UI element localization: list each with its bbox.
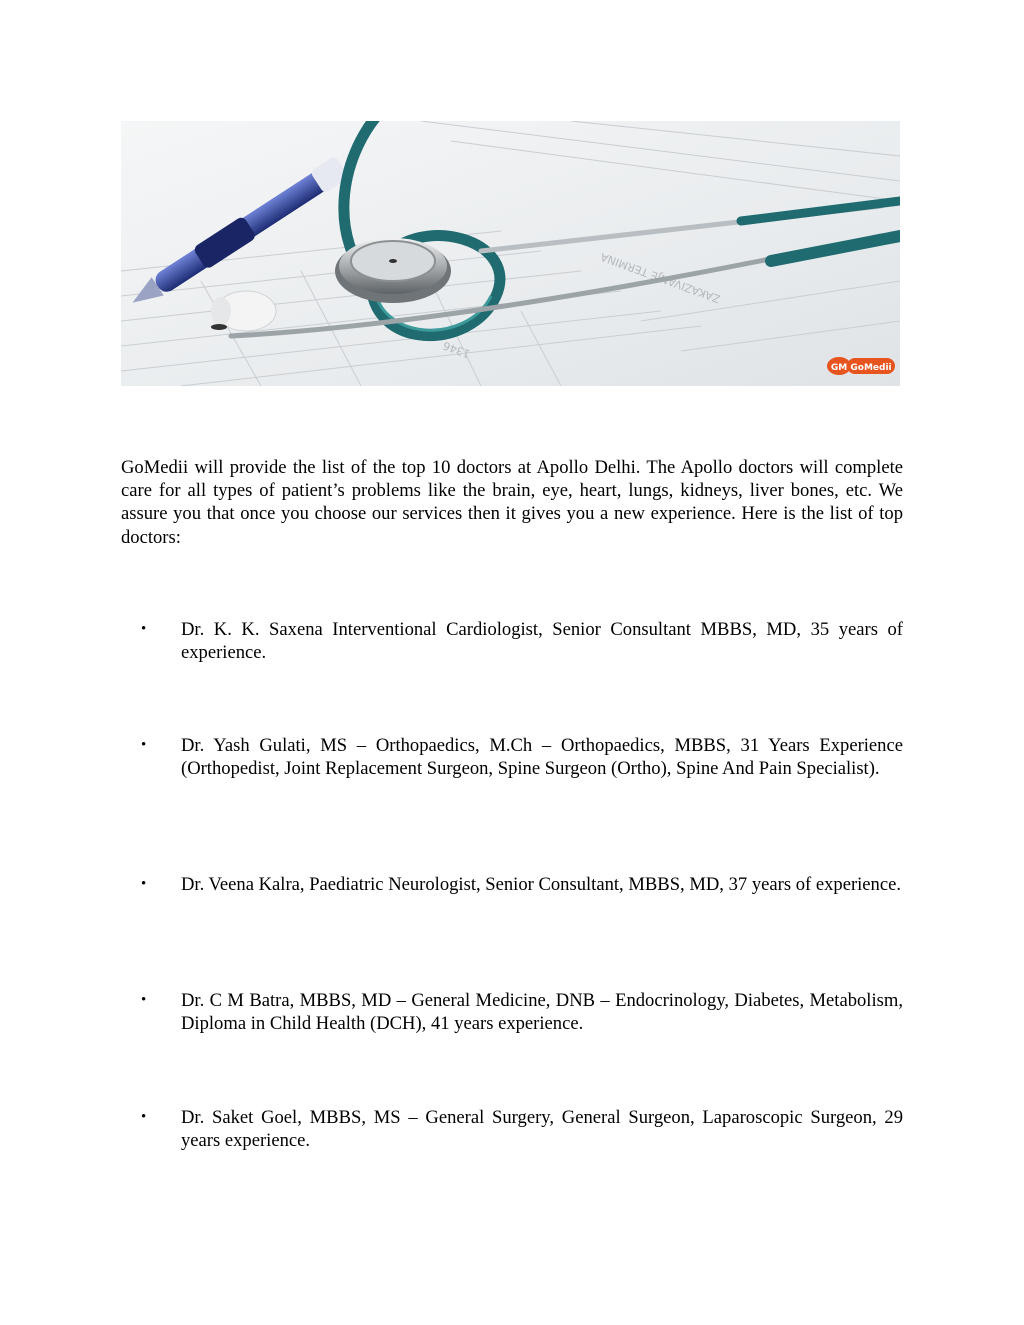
list-item	[141, 873, 903, 896]
doctor-entry-text: Dr. Veena Kalra, Paediatric Neurologist, Senior Consultant, MBBS, MD, 37 years of experience.	[181, 874, 902, 895]
doctor-entry-text: Dr. C M Batra, MBBS, MD – General Medicine, DNB – Endocrinology, Diabetes, Metabolism, Diploma in Child Health (DCH), 41 years experience.	[181, 990, 903, 1035]
hero-image	[121, 121, 900, 386]
list-item	[141, 989, 903, 1035]
bullet: •	[141, 876, 147, 892]
list-item	[141, 618, 903, 664]
stethoscope-illustration	[121, 121, 900, 386]
list-item	[141, 1106, 903, 1152]
svg-text:1346: 1346	[441, 338, 473, 361]
logo-brand-text: GoMedii	[850, 363, 892, 373]
bullet: •	[141, 992, 147, 1008]
doctor-entry-text: Dr. Saket Goel, MBBS, MS – General Surgery, General Surgeon, Laparoscopic Surgeon, 29 years experience.	[181, 1107, 903, 1152]
list-item	[141, 734, 903, 780]
logo-badge-text: GM	[830, 363, 848, 373]
doctor-entry-text: Dr. K. K. Saxena Interventional Cardiologist, Senior Consultant MBBS, MD, 35 years of experience.	[181, 619, 903, 664]
bullet: •	[141, 621, 147, 637]
gomedii-logo	[827, 357, 895, 375]
bullet: •	[141, 737, 147, 753]
svg-text:ZAKAZIVANJE TERMINA: ZAKAZIVANJE TERMINA	[598, 249, 723, 306]
doctor-entry-text: Dr. Yash Gulati, MS – Orthopaedics, M.Ch – Orthopaedics, MBBS, 31 Years Experience (Orthopedist, Joint Replacement Surgeon, Spine Surgeon (Ortho), Spine And Pain Specialist).	[181, 735, 903, 780]
intro-paragraph: GoMedii will provide the list of the top 10 doctors at Apollo Delhi. The Apollo doctors will complete care for all types of patient’s problems like the brain, eye, heart, lungs, kidneys, liver bones, etc. We assure you that once you choose our services then it gives you a new experience. Here is the list of top doctors:	[121, 457, 903, 548]
chest-piece	[335, 238, 451, 303]
bullet: •	[141, 1109, 147, 1125]
